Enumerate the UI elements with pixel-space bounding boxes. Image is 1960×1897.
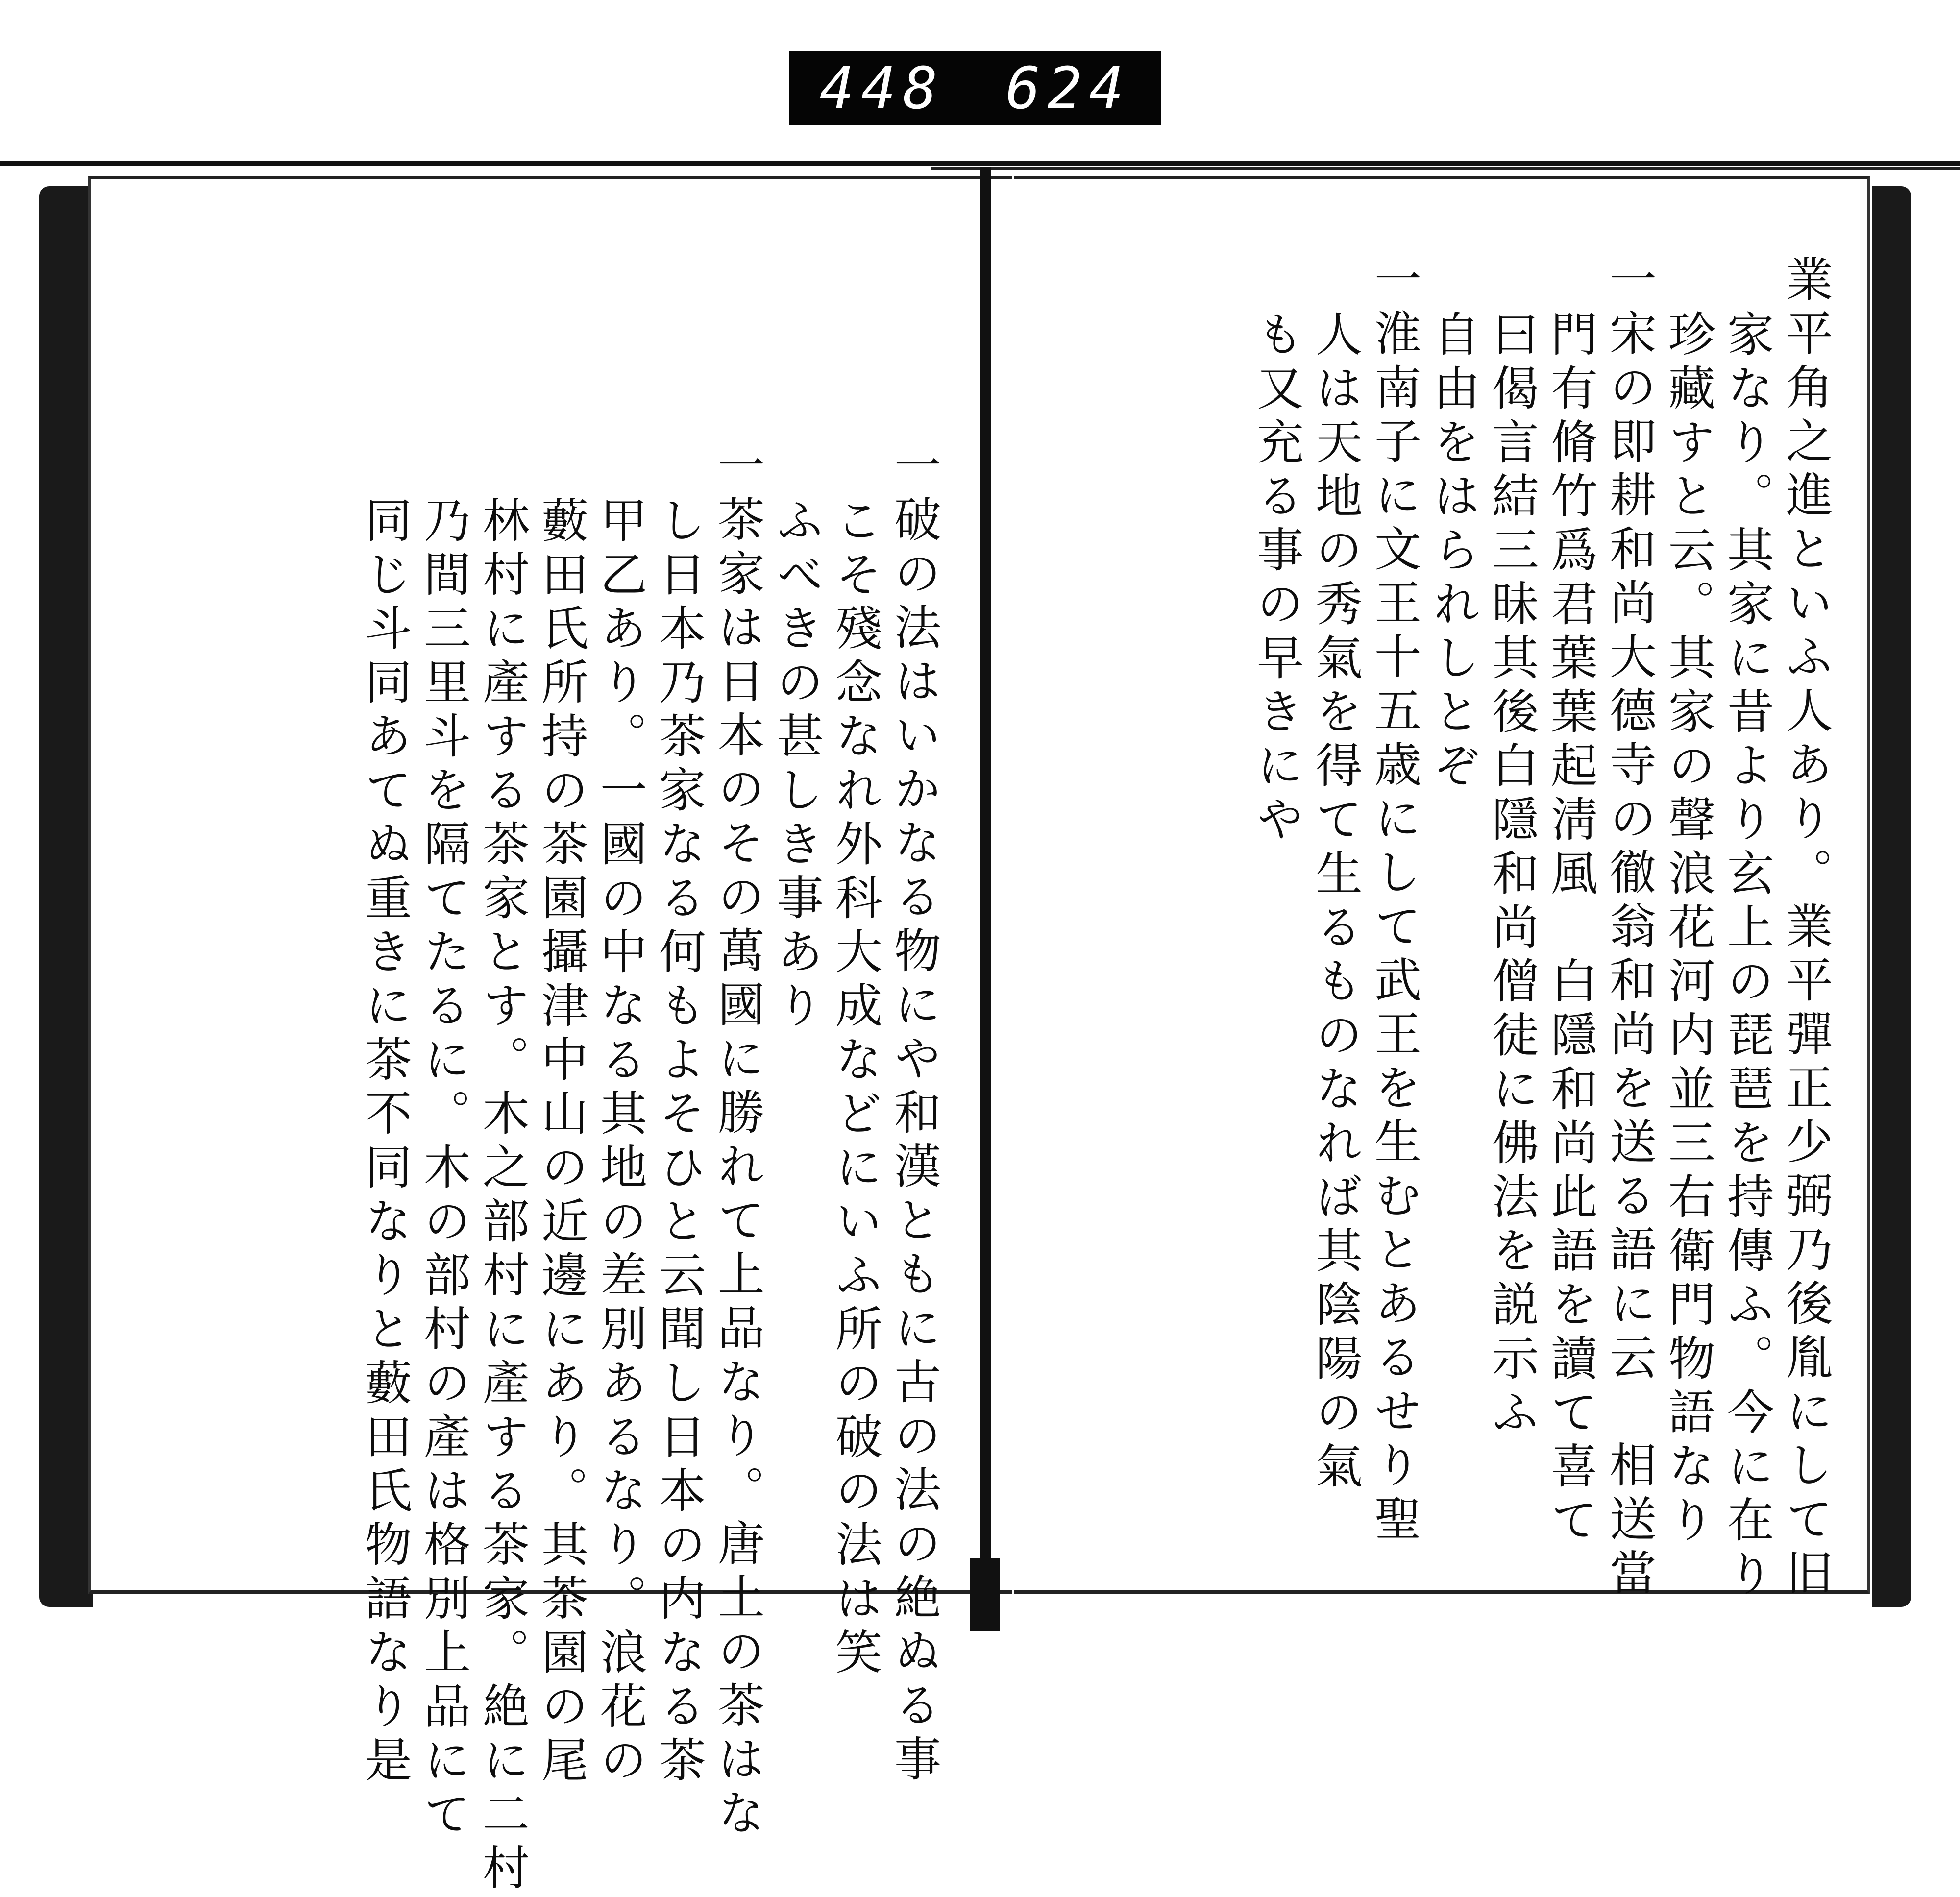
text-column: 珍藏すと云。其家の聲浪花河内並三右衛門物語なり bbox=[1661, 310, 1716, 1549]
text-column: ふべきの甚しき事あり bbox=[769, 496, 824, 1035]
text-column: 一破の法はいかなる物にや和漢ともに古の法の絶ぬる事 bbox=[886, 441, 942, 1788]
scan-top-rule bbox=[0, 161, 1960, 166]
text-column: 門有脩竹爲君葉葉起淸風 白隱和尚此語を讀て喜て bbox=[1543, 310, 1598, 1549]
text-column: 一茶家は日本のその萬國に勝れて上品なり。唐土の茶はな bbox=[710, 441, 765, 1842]
text-column: 家なり。其家に昔より玄上の琵琶を持傳ふ。今に在り bbox=[1719, 310, 1775, 1603]
cover-left-edge bbox=[39, 186, 93, 1607]
right-page-text bbox=[1054, 255, 1877, 1603]
frame-counter bbox=[789, 51, 1161, 125]
text-column: 曰偈言結三昧其後白隱和尚僧徒に佛法を説示ふ bbox=[1484, 310, 1540, 1441]
cover-right-edge bbox=[1872, 186, 1911, 1607]
text-column: 同じ斗同あてぬ重きに茶不同なりと藪田氏物語なり是 bbox=[357, 496, 413, 1789]
book-gutter bbox=[980, 167, 991, 1617]
counter-left: 448 bbox=[819, 54, 945, 122]
text-column: こそ殘念なれ外科大成などにいふ所の破の法は笑 bbox=[828, 496, 883, 1681]
text-column: 人は天地の秀氣を得て生るものなれば其陰陽の氣 bbox=[1308, 310, 1363, 1495]
counter-right: 624 bbox=[1005, 54, 1131, 122]
text-column: し日本乃茶家なる何もよそひと云聞し日本の内なる茶 bbox=[651, 496, 707, 1789]
scan-top-rule-secondary bbox=[931, 167, 1960, 170]
text-column: 乃間三里斗を隔てたるに。木の部村の產は格別上品にて bbox=[416, 496, 471, 1843]
text-column: 一宋の即耕和尚大德寺の徹翁和尚を送る語に云 相送當 bbox=[1602, 255, 1657, 1602]
text-column: 自由をはられしとぞ bbox=[1425, 310, 1481, 795]
text-column: 甲乙あり。一國の中なる其地の差別あるなり。浪花の bbox=[592, 496, 648, 1789]
text-column: 一淮南子に文王十五歳にして武王を生むとあるせり聖 bbox=[1367, 255, 1422, 1548]
text-column: も又充る事の早きにや bbox=[1249, 310, 1304, 849]
left-page-text bbox=[132, 255, 975, 1897]
text-column: 林村に產する茶家とす。木之部村に產する茶家。絶に二村 bbox=[475, 496, 530, 1897]
text-column: 業平角之進といふ人あり。業平彈正少弼乃後胤にして旧 bbox=[1778, 255, 1834, 1602]
text-column: 藪田氏所持の茶園攝津中山の近邊にあり。其茶園の尾 bbox=[534, 496, 589, 1789]
